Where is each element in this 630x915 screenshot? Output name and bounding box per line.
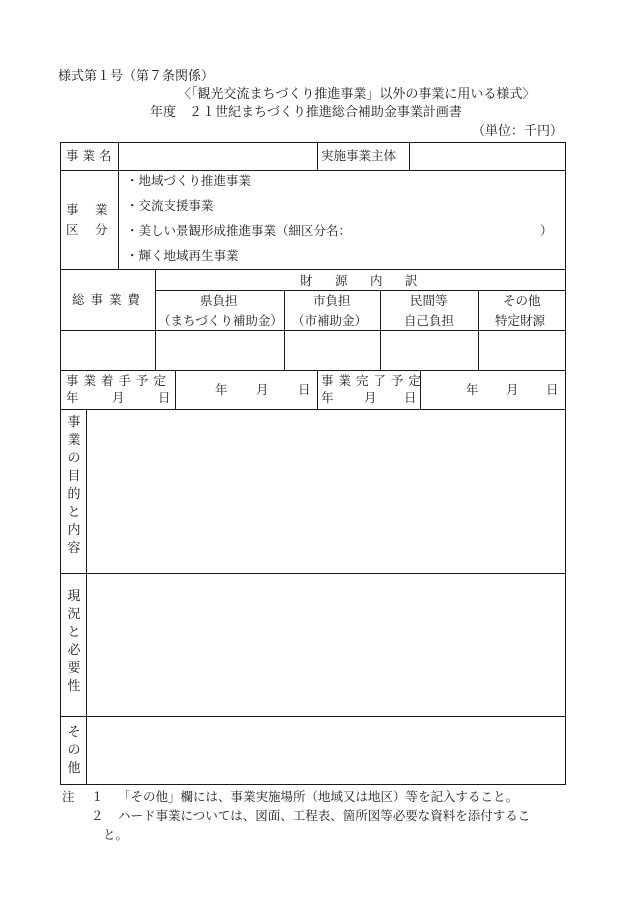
other-label: そ の 他 xyxy=(67,725,81,776)
total-cost-field[interactable] xyxy=(62,332,154,368)
purpose-field[interactable] xyxy=(89,412,564,571)
start-date-month[interactable]: 月 xyxy=(256,382,269,397)
note-2-number: ２ xyxy=(91,808,104,823)
note-2-text-cont: と。 xyxy=(103,827,129,842)
other-field[interactable] xyxy=(89,719,564,782)
prefecture-share-sub: （まちづくり補助金） xyxy=(158,313,283,328)
private-share-field[interactable] xyxy=(382,332,477,368)
end-date-year[interactable]: 年 xyxy=(466,382,479,397)
private-share-label: 民間等 xyxy=(410,293,448,308)
other-source-sub: 特定財源 xyxy=(495,313,546,328)
category-label-top: 事 業 xyxy=(66,202,110,217)
city-share-label: 市負担 xyxy=(313,293,351,308)
end-date-label: 事 業 完 了 予 定 xyxy=(321,373,422,388)
note-2-text: ハード事業については、図面、工程表、箇所図等必要な資料を添付するこ xyxy=(118,808,531,823)
current-state-label: 現 況 と 必 要 性 xyxy=(67,589,81,694)
start-label-day: 日 xyxy=(158,390,171,405)
end-date-month[interactable]: 月 xyxy=(506,382,519,397)
form-number: 様式第１号（第７条関係） xyxy=(58,69,215,84)
category-option-landscape[interactable]: ・美しい景観形成推進事業（細区分名： xyxy=(126,223,352,238)
prefecture-share-label: 県負担 xyxy=(200,293,238,308)
city-share-sub: （市補助金） xyxy=(292,313,368,328)
category-option-regional[interactable]: ・地域づくり推進事業 xyxy=(126,173,252,188)
form-title: 年度 ２１世紀まちづくり推進総合補助金事業計画書 xyxy=(150,105,462,120)
notes-prefix: 注 xyxy=(62,789,75,804)
end-date-day[interactable]: 日 xyxy=(546,382,559,397)
funding-header-1: 財 xyxy=(300,273,313,288)
purpose-label: 事 業 の 目 的 と 内 容 xyxy=(67,415,81,556)
implementing-body-label: 実施事業主体 xyxy=(321,148,397,163)
category-option-revitalization[interactable]: ・輝く地域再生事業 xyxy=(126,248,239,263)
note-1-number: １ xyxy=(91,789,104,804)
start-date-label: 事 業 着 手 予 定 xyxy=(66,373,167,388)
start-label-month: 月 xyxy=(112,390,125,405)
end-label-day: 日 xyxy=(404,390,417,405)
unit-label: （単位：千円） xyxy=(472,124,564,139)
project-name-label: 事 業 名 xyxy=(66,148,112,163)
private-share-sub: 自己負担 xyxy=(404,313,455,328)
city-share-field[interactable] xyxy=(286,332,379,368)
start-date-year[interactable]: 年 xyxy=(215,382,228,397)
total-cost-label: 総 事 業 費 xyxy=(72,292,141,307)
end-label-month: 月 xyxy=(364,390,377,405)
funding-header-2: 源 xyxy=(335,273,348,288)
current-state-field[interactable] xyxy=(89,576,564,714)
note-1-text: 「その他」欄には、事業実施場所（地域又は地区）等を記入すること。 xyxy=(118,789,519,804)
implementing-body-field[interactable] xyxy=(413,146,561,168)
category-option-exchange[interactable]: ・交流支援事業 xyxy=(126,198,214,213)
other-source-field[interactable] xyxy=(480,332,564,368)
start-date-day[interactable]: 日 xyxy=(298,382,311,397)
category-label-bottom: 区 分 xyxy=(66,222,110,237)
other-source-label: その他 xyxy=(503,293,541,308)
prefecture-share-field[interactable] xyxy=(157,332,283,368)
funding-header-4: 訳 xyxy=(405,273,418,288)
end-label-year: 年 xyxy=(321,390,334,405)
form-subtitle: 〈「観光交流まちづくり推進事業」以外の事業に用いる様式〉 xyxy=(178,87,536,102)
funding-header-3: 内 xyxy=(370,273,383,288)
category-close-paren: ） xyxy=(540,223,553,238)
project-name-field[interactable] xyxy=(122,146,314,168)
start-label-year: 年 xyxy=(66,390,79,405)
